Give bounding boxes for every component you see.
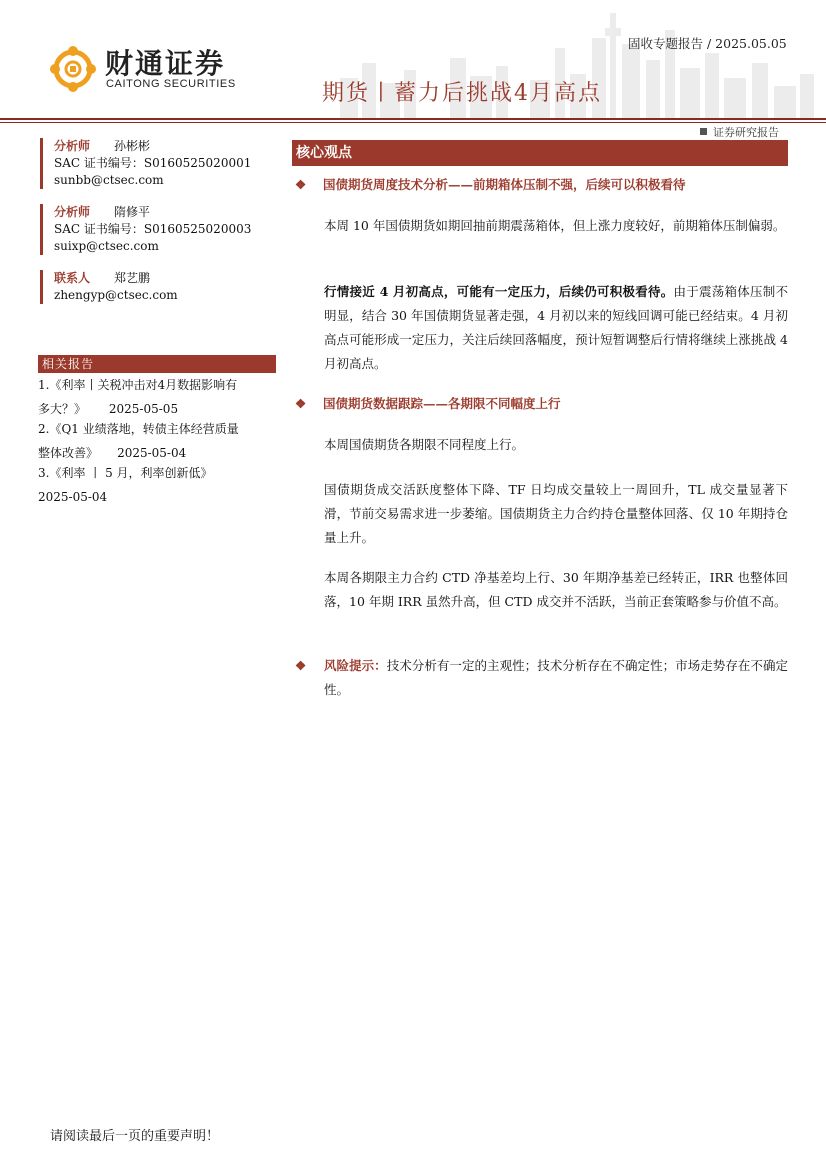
analyst-role: 分析师 bbox=[54, 139, 91, 153]
analyst-card-1 bbox=[40, 138, 294, 189]
diamond-bullet-icon: ❖ bbox=[295, 177, 307, 192]
diamond-bullet-icon: ❖ bbox=[295, 396, 307, 411]
section-2-paragraph-3: 本周各期限主力合约 CTD 净基差均上行、30 年期净基差已经转正，IRR 也整体回落，10 年期 IRR 虽然升高，但 CTD 成交并不活跃，当前正套策略参与价值不高。 bbox=[324, 570, 788, 609]
related-report-line: 2.《Q1 业绩落地，转债主体经营质量 bbox=[38, 422, 239, 436]
logo-name: 财通证券 bbox=[105, 47, 226, 80]
footer-disclaimer: 请阅读最后一页的重要声明！ bbox=[50, 1129, 220, 1144]
analyst-role: 分析师 bbox=[54, 205, 91, 219]
analyst-name: 隋修平 bbox=[114, 205, 151, 219]
analyst-sac: SAC 证书编号：S0160525020003 bbox=[54, 222, 252, 236]
report-tag-label: 证券研究报告 bbox=[713, 126, 779, 139]
risk-label: 风险提示： bbox=[324, 658, 387, 673]
section-1-body: 由于震荡箱体压制不明显，结合 30 年国债期货显著走强，4 月初以来的短线回调可能已经结束。4 月初高点可能形成一定压力，关注后续回落幅度，预计短暂调整后行情将继续上涨挑战 4 月初高点。 bbox=[324, 284, 788, 371]
report-type-date: 固收专题报告 / 2025.05.05 bbox=[628, 36, 787, 51]
related-report-item[interactable] bbox=[38, 461, 276, 509]
analyst-email[interactable]: sunbb@ctsec.com bbox=[54, 173, 164, 187]
related-report-line: 3.《利率 丨 5 月，利率创新低》 bbox=[38, 466, 213, 480]
related-reports-heading: 相关报告 bbox=[38, 355, 276, 373]
analyst-card-2 bbox=[40, 204, 294, 255]
risk-warning bbox=[324, 654, 788, 702]
related-report-item[interactable] bbox=[38, 417, 276, 465]
section-1-paragraph-1: 本周 10 年国债期货如期回抽前期震荡箱体，但上涨力度较好，前期箱体压制偏弱。 bbox=[324, 218, 786, 233]
logo-english-name: CAITONG SECURITIES bbox=[106, 78, 236, 90]
section-1-title: ❖ 国债期货周度技术分析——前期箱体压制不强，后续可以积极看待 bbox=[295, 177, 686, 192]
report-tag bbox=[700, 124, 779, 140]
company-logo bbox=[50, 44, 250, 94]
risk-bullet bbox=[295, 658, 323, 673]
logo-emblem-icon bbox=[50, 46, 96, 92]
section-2-paragraph-1: 本周国债期货各期限不同程度上行。 bbox=[324, 437, 525, 452]
section-2-title: ❖ 国债期货数据跟踪——各期限不同幅度上行 bbox=[295, 396, 561, 411]
header-divider-thin bbox=[0, 122, 826, 123]
page-title: 期货丨蓄力后挑战4月高点 bbox=[322, 81, 602, 106]
contact-card bbox=[40, 270, 294, 304]
square-bullet-icon bbox=[700, 128, 707, 135]
diamond-bullet-icon: ❖ bbox=[295, 658, 307, 673]
section-1-highlight: 行情接近 4 月初高点，可能有一定压力，后续仍可积极看待。 bbox=[324, 284, 674, 299]
section-1-paragraph-2 bbox=[324, 280, 788, 376]
analyst-name: 孙彬彬 bbox=[114, 139, 151, 153]
related-report-line: 整体改善》 2025-05-04 bbox=[38, 446, 187, 460]
contact-name: 郑艺鹏 bbox=[114, 271, 151, 285]
related-report-item[interactable] bbox=[38, 373, 276, 421]
related-report-line: 多大？》 2025-05-05 bbox=[38, 402, 179, 416]
related-report-line: 1.《利率丨关税冲击对4月数据影响有 bbox=[38, 378, 238, 392]
risk-text: 技术分析有一定的主观性；技术分析存在不确定性；市场走势存在不确定性。 bbox=[324, 658, 788, 697]
contact-email[interactable]: zhengyp@ctsec.com bbox=[54, 288, 178, 302]
section-2-paragraph-2: 国债期货成交活跃度整体下降、TF 日均成交量较上一周回升，TL 成交量显著下滑，节前交易需求进一步萎缩。国债期货主力合约持仓量整体回落、仅 10 年期持仓量上升。 bbox=[324, 482, 788, 545]
contact-role: 联系人 bbox=[54, 271, 91, 285]
header-divider bbox=[0, 118, 826, 120]
related-report-line: 2025-05-04 bbox=[38, 490, 108, 504]
analyst-sac: SAC 证书编号：S0160525020001 bbox=[54, 156, 252, 170]
core-view-heading: 核心观点 bbox=[292, 140, 788, 166]
analyst-email[interactable]: suixp@ctsec.com bbox=[54, 239, 159, 253]
